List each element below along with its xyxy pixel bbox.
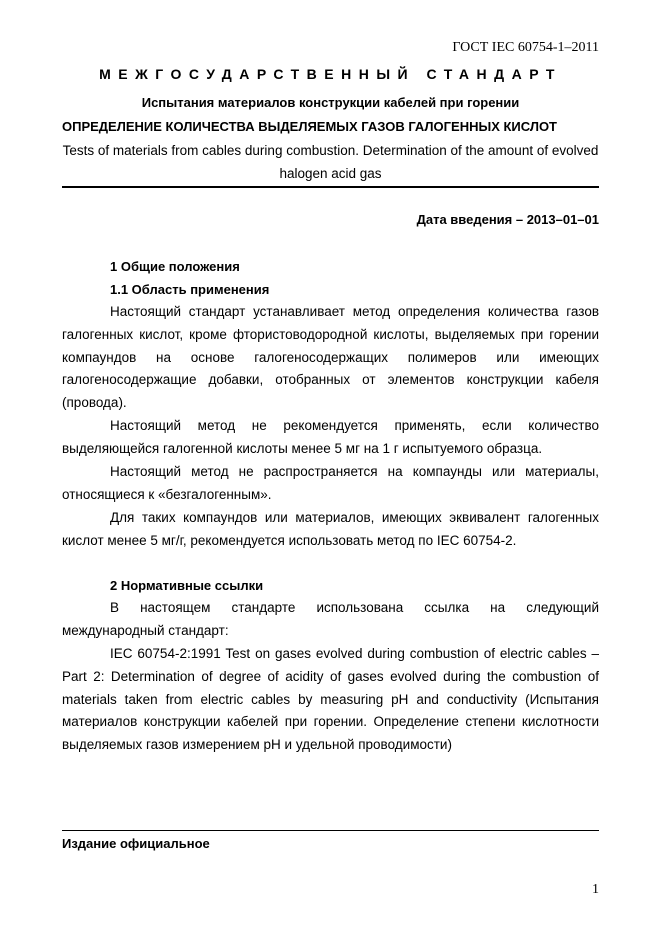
paragraph: Настоящий стандарт устанавливает метод определения количества газов галогенных кислот, кроме фтористоводородной кислоты, выделяемых при горении компаундов на основе галогеносодержащих полимеров или имеющих галогеносодержащие добавки, отобранных от элементов конструкции кабеля (провода). xyxy=(62,304,599,411)
paragraph: Настоящий метод не распространяется на компаунды или материалы, относящиеся к «безгалогенным». xyxy=(62,464,599,502)
page-number: 1 xyxy=(592,882,599,897)
document-code: ГОСТ IEC 60754-1–2011 xyxy=(452,40,599,55)
document-subtitle: Испытания материалов конструкции кабелей при горении xyxy=(141,95,520,110)
english-title: Tests of materials from cables during combustion. Determination of the amount of evolved halogen acid gas xyxy=(62,143,599,181)
interstate-standard-heading: МЕЖГОСУДАРСТВЕННЫЙ СТАНДАРТ xyxy=(99,66,562,82)
paragraph: В настоящем стандарте использована ссылка на следующий международный стандарт: xyxy=(62,600,599,638)
section-1-1-heading: 1.1 Область применения xyxy=(110,282,270,297)
section-2-heading: 2 Нормативные ссылки xyxy=(110,578,264,593)
document-title: ОПРЕДЕЛЕНИЕ КОЛИЧЕСТВА ВЫДЕЛЯЕМЫХ ГАЗОВ ГАЛОГЕННЫХ КИСЛОТ xyxy=(62,119,557,134)
reference-paragraph: IEC 60754-2:1991 Test on gases evolved during combustion of electric cables – Part 2: Determination of degree of acidity of gases evolved during the combustion of materials taken from electric cables by measuring pH and conductivity (Испытания материалов конструкции кабелей при горении. Определение степени кислотности выделяемых газов измерением pH и удельной проводимости) xyxy=(62,646,599,753)
paragraph: Настоящий метод не рекомендуется применять, если количество выделяющейся галогенной кислоты менее 5 мг на 1 г испытуемого образца. xyxy=(62,418,599,456)
title-divider xyxy=(62,186,599,188)
effective-date: Дата введения – 2013–01–01 xyxy=(416,212,599,227)
section-1-heading: 1 Общие положения xyxy=(110,259,240,274)
paragraph: Для таких компаундов или материалов, имеющих эквивалент галогенных кислот менее 5 мг/г, рекомендуется использовать метод по IEC 60754-2. xyxy=(62,510,599,548)
official-edition-label: Издание официальное xyxy=(62,836,210,851)
footer-divider xyxy=(62,830,599,831)
